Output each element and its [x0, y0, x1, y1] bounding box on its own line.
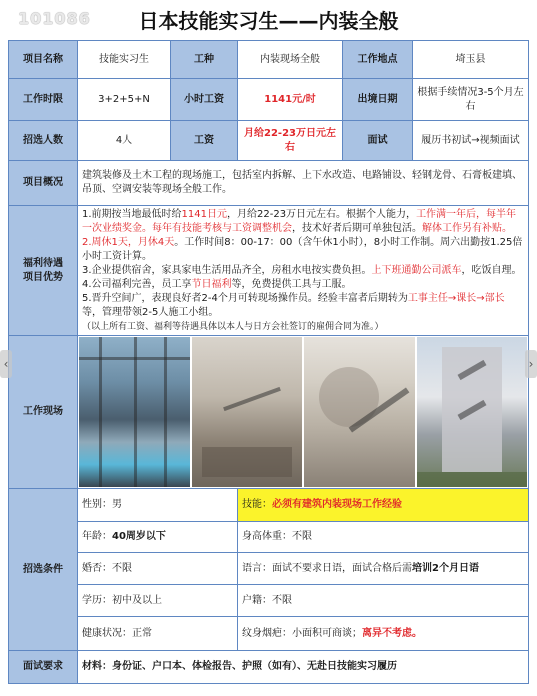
- value-job-type: 内装现场全般: [238, 41, 343, 79]
- value-interview: 履历书初试→视频面试: [413, 121, 529, 161]
- value-project-name: 技能实习生: [78, 41, 171, 79]
- header: [0, 0, 537, 38]
- row-req-4: [9, 585, 529, 617]
- listing-code: 101086: [18, 9, 91, 28]
- site-photos: [78, 336, 529, 489]
- row-req-2: [9, 522, 529, 553]
- benefit-item-2: 2.周休1天，月休4天。工作时间8：00-17：00（含午休1小时），8小时工作制。周六出勤按1.25倍小时工资计算。: [82, 236, 523, 262]
- label-job-type: 工种: [171, 41, 238, 79]
- value-work-location: 埼玉县: [413, 41, 529, 79]
- site-photo-2: [192, 337, 303, 487]
- row-terms: [9, 79, 529, 121]
- row-project: [9, 41, 529, 79]
- label-headcount: 招选人数: [9, 121, 78, 161]
- photo-strip: [79, 337, 527, 487]
- benefit-item-1: 1.前期按当地最低时给1141日元，月给22-23万日元左右。根据个人能力，工作满一年后，每半年一次业绩奖金。每年有技能考核与工资调整机会，技术好者后期可单独包活。解体工作另有补贴。: [82, 208, 517, 234]
- site-photo-1: [79, 337, 190, 487]
- value-overview: 建筑装修及土木工程的现场施工，包括室内拆解、上下水改造、电路铺设、轻钢龙骨、石膏板建填、吊顶、空调安装等现场全般工作。: [78, 161, 529, 206]
- req-gender: 性别：男: [78, 489, 238, 522]
- row-req-1: [9, 489, 529, 522]
- row-recruit: [9, 121, 529, 161]
- row-req-3: [9, 553, 529, 585]
- req-body: 身高体重：不限: [238, 522, 529, 553]
- req-skill: 技能：必须有建筑内装现场工作经验: [238, 489, 529, 522]
- value-hourly-wage: 1141元/时: [238, 79, 343, 121]
- label-benefits-line1: 福利待遇: [23, 257, 63, 269]
- row-site: [9, 336, 529, 489]
- benefit-item-4: 4.公司福利完善，员工享节日福利等，免费提供工具与工服。: [82, 278, 352, 290]
- req-tattoo: 纹身烟疤：小面积可商谈；离异不考虑。: [238, 617, 529, 651]
- label-work-period: 工作时限: [9, 79, 78, 121]
- value-headcount: 4人: [78, 121, 171, 161]
- value-salary: 月给22-23万日元左右: [238, 121, 343, 161]
- value-benefits: [78, 206, 529, 336]
- req-health: 健康状况：正常: [78, 617, 238, 651]
- benefit-item-5: 5.晋升空间广，表现良好者2-4个月可转现场操作员。经验丰富者后期转为工事主任→课长→部长等，管理带领2-5人施工小组。: [82, 292, 505, 318]
- page-title: 日本技能实习生——内装全般: [138, 9, 399, 33]
- benefit-note: （以上所有工资、福利等待遇具体以本人与日方会社签订的雇佣合同为准。）: [82, 321, 384, 332]
- label-salary: 工资: [171, 121, 238, 161]
- label-departure-date: 出境日期: [343, 79, 413, 121]
- info-table: [8, 40, 529, 684]
- req-language: 语言：面试不要求日语，面试合格后需培训2个月日语: [238, 553, 529, 585]
- site-photo-4: [417, 337, 528, 487]
- row-req-5: [9, 617, 529, 651]
- site-photo-3: [304, 337, 415, 487]
- label-benefits-line2: 项目优势: [23, 271, 63, 283]
- value-interview-requirements: 材料：身份证、户口本、体检报告、护照（如有）、无赴日技能实习履历: [78, 651, 529, 684]
- label-interview: 面试: [343, 121, 413, 161]
- value-departure-date: 根据手续情况3-5个月左右: [413, 79, 529, 121]
- value-work-period: 3+2+5+N: [78, 79, 171, 121]
- row-interview: [9, 651, 529, 684]
- label-hourly-wage: 小时工资: [171, 79, 238, 121]
- req-education: 学历：初中及以上: [78, 585, 238, 617]
- label-project-name: 项目名称: [9, 41, 78, 79]
- req-age: 年龄：40周岁以下: [78, 522, 238, 553]
- row-benefits: [9, 206, 529, 336]
- label-work-location: 工作地点: [343, 41, 413, 79]
- benefit-item-3: 3.企业提供宿舍，家具家电生活用品齐全，房租水电按实费负担。上下班通勤公司派车，吃饭自理。: [82, 264, 522, 276]
- req-hukou: 户籍：不限: [238, 585, 529, 617]
- label-benefits: [9, 206, 78, 336]
- label-overview: 项目概况: [9, 161, 78, 206]
- label-site: 工作现场: [9, 336, 78, 489]
- prev-arrow-icon[interactable]: ‹: [0, 350, 12, 378]
- req-marriage: 婚否：不限: [78, 553, 238, 585]
- row-overview: [9, 161, 529, 206]
- label-requirements: 招选条件: [9, 489, 78, 651]
- label-interview-requirements: 面试要求: [9, 651, 78, 684]
- next-arrow-icon[interactable]: ›: [525, 350, 537, 378]
